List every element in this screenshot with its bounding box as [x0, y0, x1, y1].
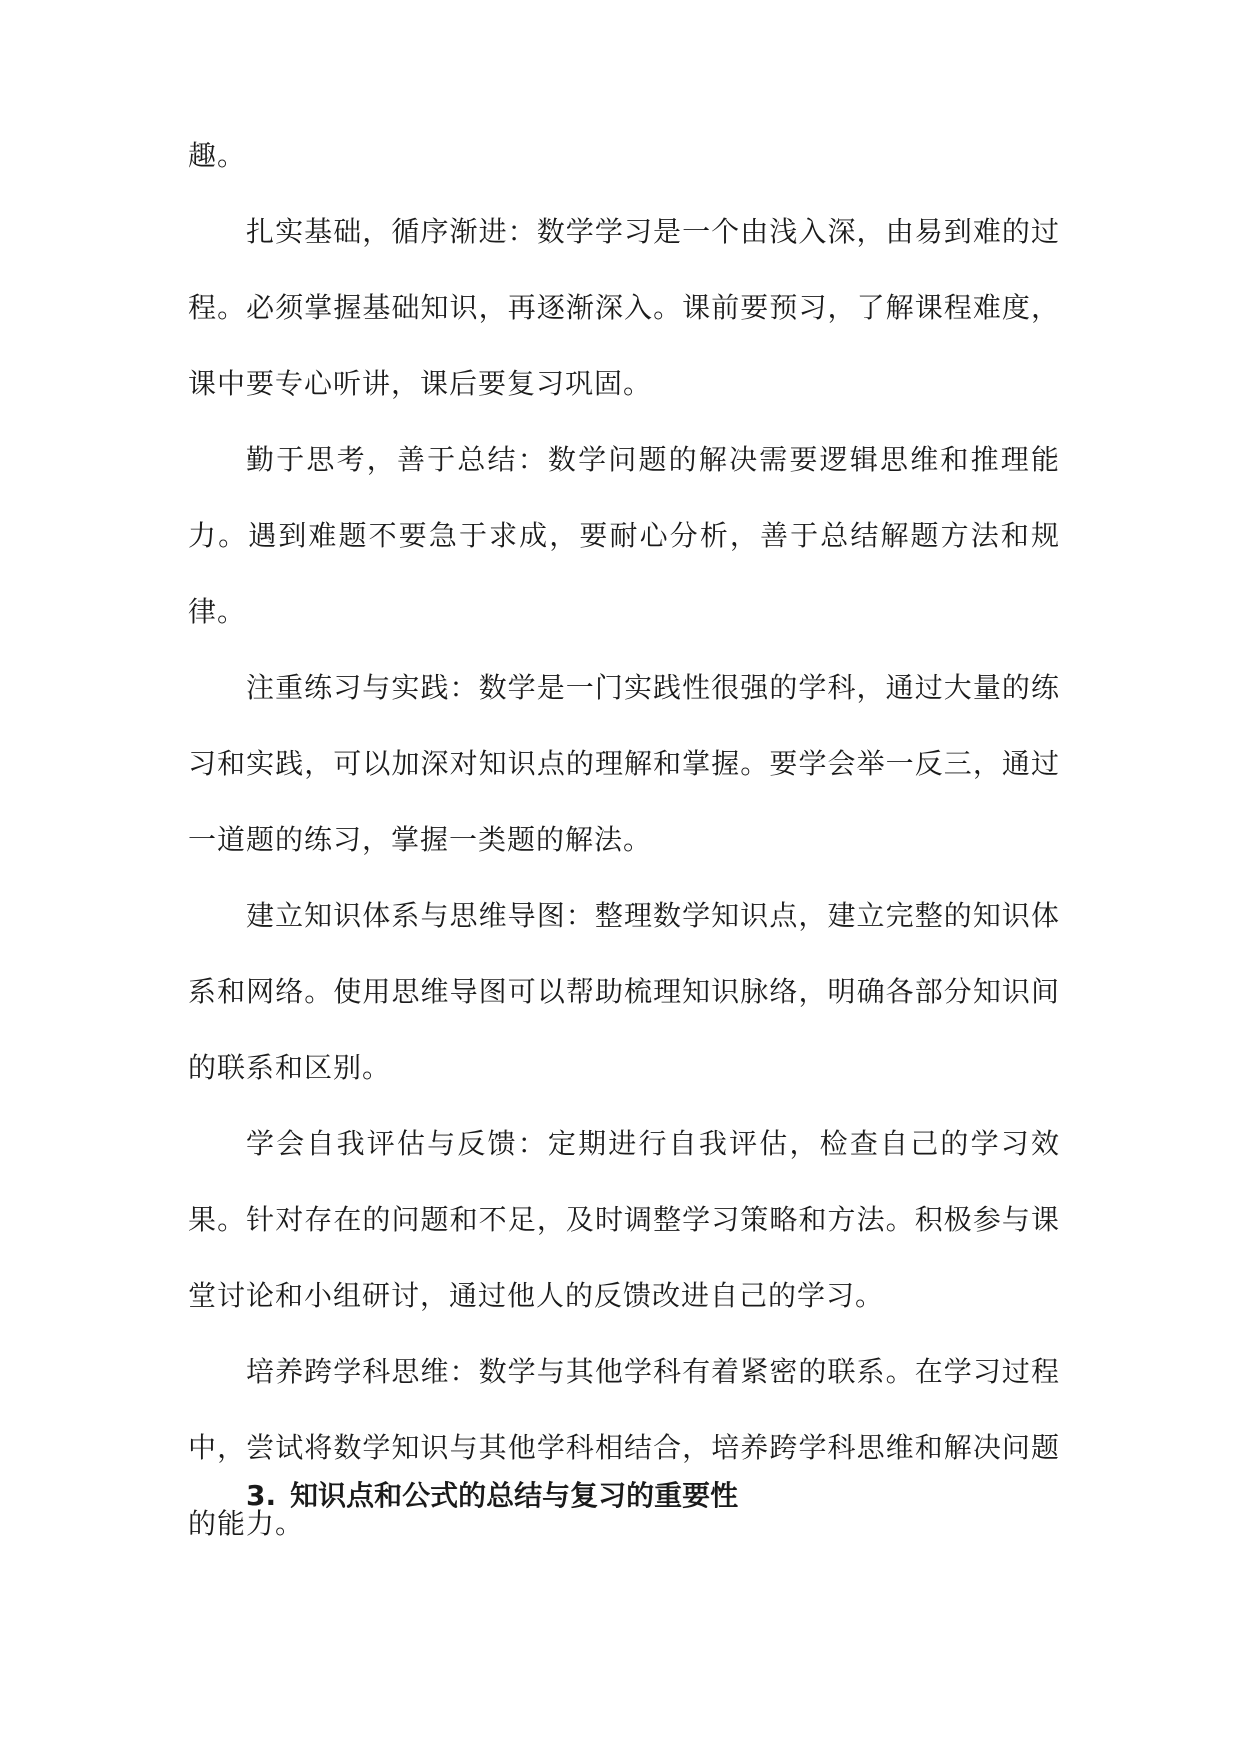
paragraph-foundation: 扎实基础，循序渐进：数学学习是一个由浅入深，由易到难的过程。必须掌握基础知识，再逐渐深入。课前要预习，了解课程难度，课中要专心听讲，课后要复习巩固。 [188, 215, 1060, 400]
document-body [188, 118, 1060, 1562]
paragraph-self-assessment: 学会自我评估与反馈：定期进行自我评估，检查自己的学习效果。针对存在的问题和不足，及时调整学习策略和方法。积极参与课堂讨论和小组研讨，通过他人的反馈改进自己的学习。 [188, 1127, 1060, 1312]
continued-text: 趣。 [188, 139, 247, 172]
paragraph-cross-discipline: 培养跨学科思维：数学与其他学科有着紧密的联系。在学习过程中，尝试将数学知识与其他学科相结合，培养跨学科思维和解决问题的能力。 [188, 1355, 1060, 1540]
section-number: 3. [246, 1479, 277, 1512]
paragraph-knowledge-system: 建立知识体系与思维导图：整理数学知识点，建立完整的知识体系和网络。使用思维导图可以帮助梳理知识脉络，明确各部分知识间的联系和区别。 [188, 899, 1060, 1084]
section-title: 知识点和公式的总结与复习的重要性 [290, 1479, 739, 1512]
paragraph-thinking: 勤于思考，善于总结：数学问题的解决需要逻辑思维和推理能力。遇到难题不要急于求成，要耐心分析，善于总结解题方法和规律。 [188, 443, 1060, 628]
paragraph-practice: 注重练习与实践：数学是一门实践性很强的学科，通过大量的练习和实践，可以加深对知识点的理解和掌握。要学会举一反三，通过一道题的练习，掌握一类题的解法。 [188, 671, 1060, 856]
section-heading [246, 1474, 738, 1514]
